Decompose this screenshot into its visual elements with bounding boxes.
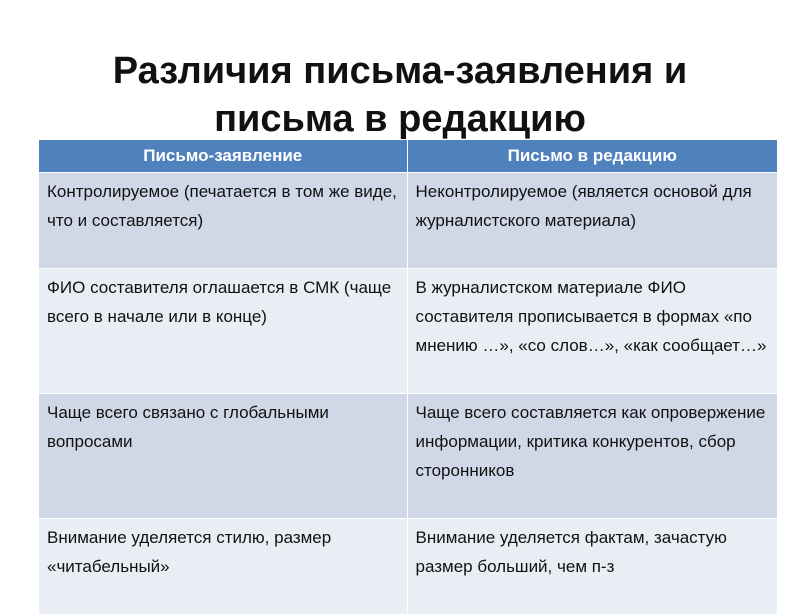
table-row: [39, 173, 777, 269]
slide-title-line-1: Различия письма-заявления и: [0, 47, 800, 95]
slide-title: [0, 47, 800, 143]
table-cell: ФИО составителя оглашается в СМК (чаще всего в начале или в конце): [39, 269, 407, 394]
table-row: [39, 394, 777, 519]
table-cell: Контролируемое (печатается в том же виде, что и составляется): [39, 173, 407, 269]
table-cell: Чаще всего составляется как опровержение информации, критика конкурентов, сбор сторонников: [407, 394, 777, 519]
column-header-letter-to-editor: Письмо в редакцию: [407, 140, 777, 173]
column-header-statement-letter: Письмо-заявление: [39, 140, 407, 173]
table-cell: Чаще всего связано с глобальными вопросами: [39, 394, 407, 519]
slide-title-line-2: письма в редакцию: [0, 95, 800, 143]
table-cell: Внимание уделяется фактам, зачастую размер больший, чем п-з: [407, 519, 777, 614]
table-row: [39, 269, 777, 394]
table-cell: Неконтролируемое (является основой для журналистского материала): [407, 173, 777, 269]
table-cell: Внимание уделяется стилю, размер «читабельный»: [39, 519, 407, 614]
table-cell: В журналистском материале ФИО составителя прописывается в формах «по мнению …», «со слов…», «как сообщает…»: [407, 269, 777, 394]
comparison-table: [39, 140, 777, 614]
table-header-row: [39, 140, 777, 173]
